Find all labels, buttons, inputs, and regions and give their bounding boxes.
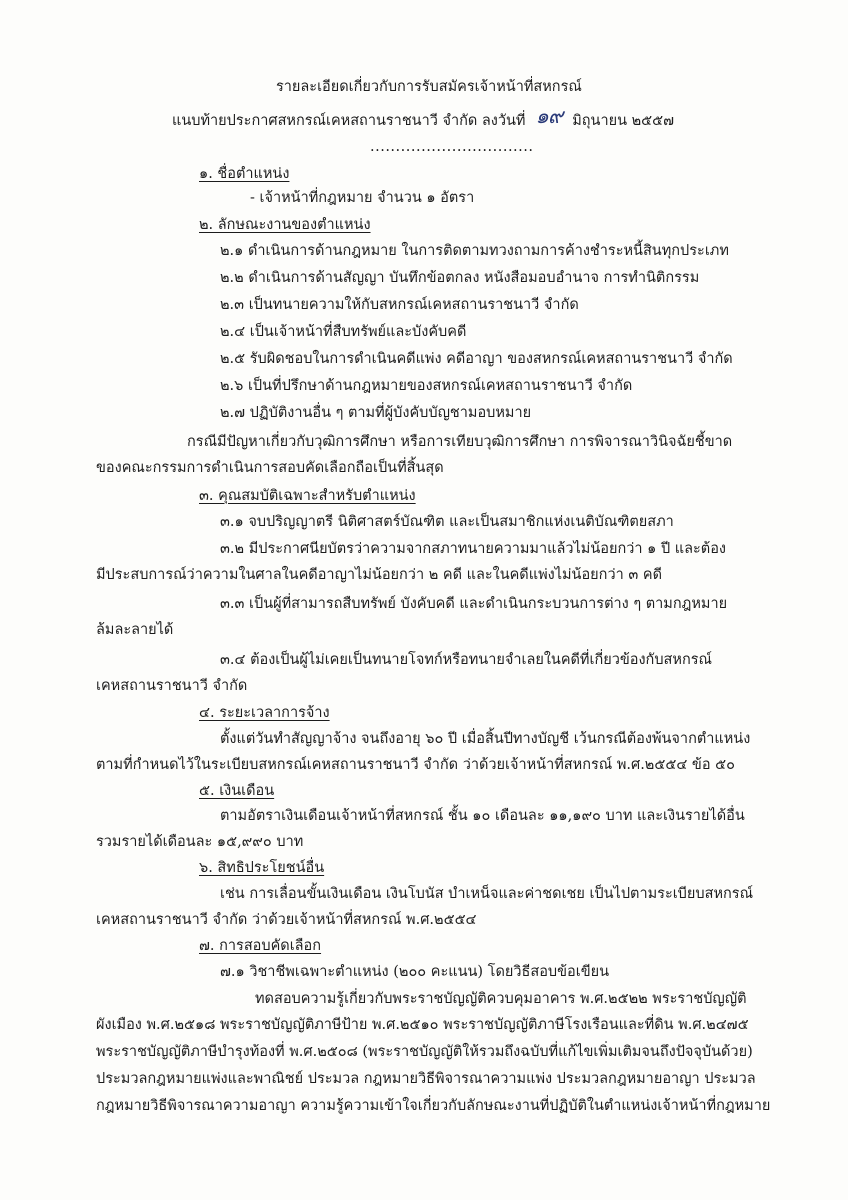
section-4-text: ตั้งแต่วันทำสัญญาจ้าง จนถึงอายุ ๖๐ ปี เมื่อสิ้นปีทางบัญชี เว้นกรณีต้องพ้นจากตำแหน่ง bbox=[220, 731, 751, 747]
section-2-item: ๒.๒ ดำเนินการด้านสัญญา บันทึกข้อตกลง หนังสือมอบอำนาจ การทำนิติกรรม bbox=[220, 270, 700, 286]
section-7-text: ประมวลกฎหมายแพ่งและพาณิชย์ ประมวล กฎหมายวิธีพิจารณาความแพ่ง ประมวลกฎหมายอาญา ประมวล bbox=[96, 1071, 756, 1087]
section-5-heading: ๕. เงินเดือน bbox=[199, 783, 275, 799]
section-7-text: กฎหมายวิธีพิจารณาความอาญา ความรู้ความเข้าใจเกี่ยวกับลักษณะงานที่ปฏิบัติในตำแหน่งเจ้าหน้าที่กฎหมาย bbox=[96, 1098, 771, 1114]
section-7-heading: ๗. การสอบคัดเลือก bbox=[199, 938, 322, 954]
section-2-item: ๒.๑ ดำเนินการด้านกฎหมาย ในการติดตามทวงถามการค้างชำระหนี้สินทุกประเภท bbox=[220, 243, 729, 259]
section-2-item: ๒.๕ รับผิดชอบในการดำเนินคดีแพ่ง คดีอาญา ของสหกรณ์เคหสถานราชนาวี จำกัด bbox=[220, 351, 733, 367]
section-7-text: ผังเมือง พ.ศ.๒๕๑๘ พระราชบัญญัติภาษีป้าย พ.ศ.๒๕๑๐ พระราชบัญญัติภาษีโรงเรือนและที่ดิน พ.ศ.๒๔๗๕ bbox=[96, 1017, 749, 1033]
section-3-item: ๓.๑ จบปริญญาตรี นิติศาสตร์บัณฑิต และเป็นสมาชิกแห่งเนติบัณฑิตยสภา bbox=[220, 514, 674, 530]
section-7-text: พระราชบัญญัติภาษีบำรุงท้องที่ พ.ศ.๒๕๐๘ (พระราชบัญญัติให้รวมถึงฉบับที่แก้ไขเพิ่มเติมจนถึงปัจจุบันด้วย) bbox=[96, 1044, 753, 1060]
subtitle-suffix: มิถุนายน ๒๕๕๗ bbox=[572, 113, 675, 129]
section-6-heading: ๖. สิทธิประโยชน์อื่น bbox=[199, 860, 325, 876]
section-2-heading: ๒. ลักษณะงานของตำแหน่ง bbox=[199, 217, 371, 233]
section-1-heading: ๑. ชื่อตำแหน่ง bbox=[199, 166, 290, 182]
section-3-item-cont: เคหสถานราชนาวี จำกัด bbox=[96, 678, 248, 694]
section-7-item: ๗.๑ วิชาชีพเฉพาะตำแหน่ง (๒๐๐ คะแนน) โดยวิธีสอบข้อเขียน bbox=[220, 964, 610, 980]
section-3-item: ๓.๔ ต้องเป็นผู้ไม่เคยเป็นทนายโจทก์หรือทนายจำเลยในคดีที่เกี่ยวข้องกับสหกรณ์ bbox=[220, 652, 712, 668]
section-5-text: รวมรายได้เดือนละ ๑๕,๙๙๐ บาท bbox=[96, 834, 304, 850]
section-2-item: ๒.๓ เป็นทนายความให้กับสหกรณ์เคหสถานราชนาวี จำกัด bbox=[220, 297, 579, 313]
section-3-heading: ๓. คุณสมบัติเฉพาะสำหรับตำแหน่ง bbox=[199, 488, 416, 504]
handwritten-day: ๑๙ bbox=[535, 104, 563, 128]
section-2-note: กรณีมีปัญหาเกี่ยวกับวุฒิการศึกษา หรือการเทียบวุฒิการศึกษา การพิจารณาวินิจฉัยชี้ขาด bbox=[187, 434, 733, 450]
section-2-item: ๒.๔ เป็นเจ้าหน้าที่สืบทรัพย์และบังคับคดี bbox=[220, 324, 467, 340]
section-2-item: ๒.๗ ปฏิบัติงานอื่น ๆ ตามที่ผู้บังคับบัญชามอบหมาย bbox=[220, 405, 532, 421]
section-3-item: ๓.๒ มีประกาศนียบัตรว่าความจากสภาทนายความมาแล้วไม่น้อยกว่า ๑ ปี และต้อง bbox=[220, 541, 726, 557]
section-5-text: ตามอัตราเงินเดือนเจ้าหน้าที่สหกรณ์ ชั้น ๑๐ เดือนละ ๑๑,๑๙๐ บาท และเงินรายได้อื่น bbox=[220, 808, 745, 824]
document-subtitle bbox=[172, 104, 675, 131]
section-2-item: ๒.๖ เป็นที่ปรึกษาด้านกฎหมายของสหกรณ์เคหสถานราชนาวี จำกัด bbox=[220, 378, 633, 394]
section-1-item: - เจ้าหน้าที่กฎหมาย จำนวน ๑ อัตรา bbox=[250, 190, 475, 206]
section-3-item-cont: ล้มละลายได้ bbox=[96, 622, 174, 638]
section-3-item: ๓.๓ เป็นผู้ที่สามารถสืบทรัพย์ บังคับคดี และดำเนินกระบวนการต่าง ๆ ตามกฎหมาย bbox=[220, 596, 728, 612]
section-4-heading: ๔. ระยะเวลาการจ้าง bbox=[199, 705, 330, 721]
section-6-text: เคหสถานราชนาวี จำกัด ว่าด้วยเจ้าหน้าที่สหกรณ์ พ.ศ.๒๕๕๔ bbox=[96, 912, 477, 928]
section-6-text: เช่น การเลื่อนขั้นเงินเดือน เงินโบนัส บำเหน็จและค่าชดเชย เป็นไปตามระเบียบสหกรณ์ bbox=[220, 886, 754, 902]
section-7-text: ทดสอบความรู้เกี่ยวกับพระราชบัญญัติควบคุมอาคาร พ.ศ.๒๕๒๒ พระราชบัญญัติ bbox=[255, 991, 747, 1007]
document-title: รายละเอียดเกี่ยวกับการรับสมัครเจ้าหน้าที่สหกรณ์ bbox=[276, 79, 582, 95]
dotted-rule: ................................ bbox=[370, 139, 534, 155]
section-4-text: ตามที่กำหนดไว้ในระเบียบสหกรณ์เคหสถานราชนาวี จำกัด ว่าด้วยเจ้าหน้าที่สหกรณ์ พ.ศ.๒๕๕๔ ข้อ ๕๐ bbox=[96, 757, 735, 773]
subtitle-prefix: แนบท้ายประกาศสหกรณ์เคหสถานราชนาวี จำกัด ลงวันที่ bbox=[172, 113, 526, 129]
section-3-item-cont: มีประสบการณ์ว่าความในศาลในคดีอาญาไม่น้อยกว่า ๒ คดี และในคดีแพ่งไม่น้อยกว่า ๓ คดี bbox=[96, 567, 662, 583]
section-2-note: ของคณะกรรมการดำเนินการสอบคัดเลือกถือเป็นที่สิ้นสุด bbox=[96, 460, 444, 476]
